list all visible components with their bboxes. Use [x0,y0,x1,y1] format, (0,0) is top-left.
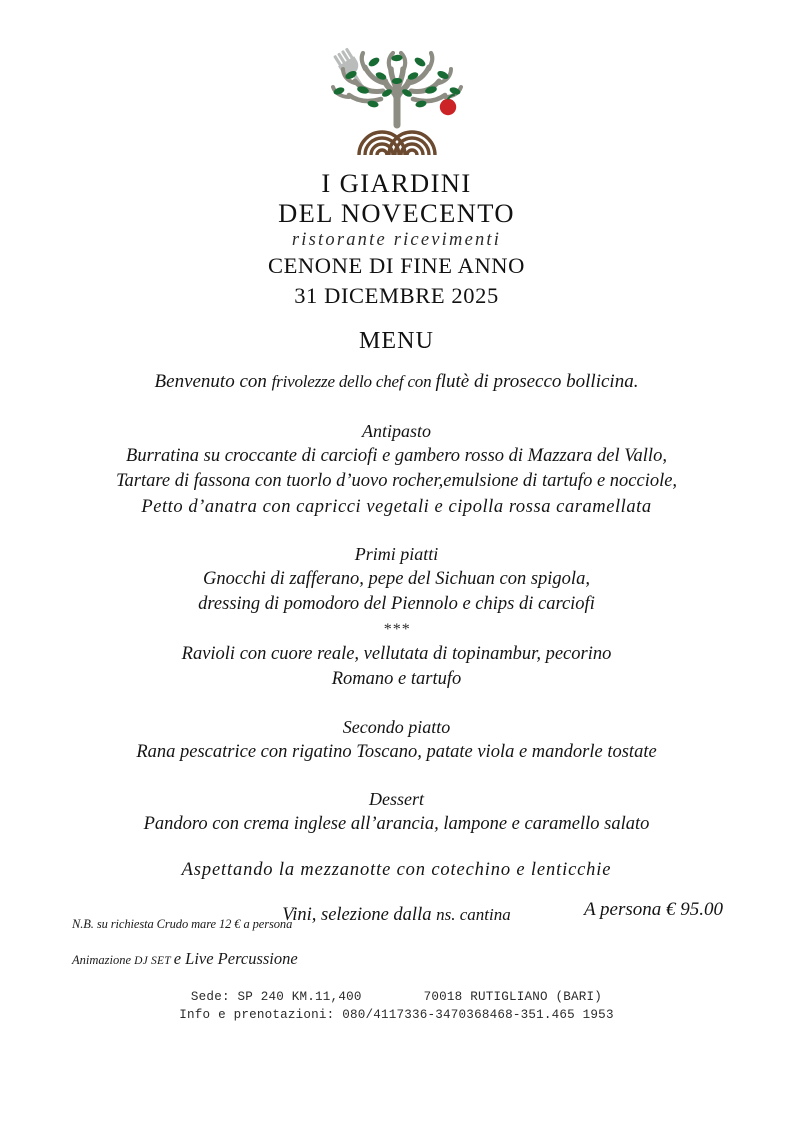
course-heading: Antipasto [361,420,431,441]
menu-notes [72,917,298,969]
restaurant-name [0,169,793,228]
course-primi-piatti [0,542,793,693]
course-item: Tartare di fassona con tuorlo d’uovo rocher,emulsione di tartufo e nocciole, [115,471,678,492]
course-item: Rana pescatrice con rigatino Toscano, patate viola e mandorle tostate [136,741,657,762]
course-heading: Primi piatti [354,544,439,565]
event-date: 31 DICEMBRE 2025 [294,282,499,308]
course-antipasto [0,419,793,520]
restaurant-logo-block [0,45,793,251]
course-item: Ravioli con cuore reale, vellutata di topinambur, pecorino [181,643,612,664]
course-heading: Secondo piatto [342,716,451,737]
course-item: Gnocchi di zafferano, pepe del Sichuan con spigola, [203,568,590,589]
course-item: Pandoro con crema inglese all’arancia, lampone e caramello salato [143,814,650,835]
course-item: Petto d’anatra con capricci vegetali e cipolla rossa caramellata [141,496,652,517]
welcome-part-2: frivolezze dello chef con [271,372,436,391]
note-entertainment-part-1: Animazione [72,953,135,967]
menu-heading: MENU [358,328,435,354]
course-item: Burratina su croccante di carciofi e gambero rosso di Mazzara del Vallo, [126,445,667,466]
course-item: dressing di pomodoro del Piennolo e chips di carciofi [198,594,595,615]
restaurant-name-line-2: DEL NOVECENTO [278,197,515,228]
olive-tree-with-fork-and-apple-logo [317,45,477,155]
wines-part-2: ns. cantina [436,904,511,924]
event-title-line-1: CENONE DI FINE ANNO [267,253,525,278]
tree-roots-arches [359,132,435,155]
restaurant-tagline: ristorante ricevimenti [291,230,502,251]
note-entertainment [72,949,298,969]
note-crudo-mare: N.B. su richiesta Crudo mare 12 € a persona [72,917,293,931]
course-item: Romano e tartufo [331,669,462,690]
menu-content [0,370,793,936]
welcome-part-1: Benvenuto con [154,371,272,392]
welcome-part-3: flutè di prosecco bollicina. [435,371,639,392]
note-entertainment-part-3: e Live Percussione [173,949,298,968]
note-entertainment-part-2: DJ SET [134,955,174,967]
contact-footer [0,989,793,1025]
course-dessert [0,787,793,837]
course-secondo-piatto [0,715,793,765]
course-heading: Dessert [369,789,424,810]
welcome-line [0,370,793,395]
event-title [0,251,793,310]
price-per-person: A persona € 95.00 [584,899,723,920]
restaurant-name-line-1: I GIARDINI [321,168,472,198]
footer-address: Sede: SP 240 KM.11,400 70018 RUTIGLIANO (BARI) [190,990,603,1004]
wines-part-1: Vini, selezione dalla [282,904,437,925]
footer-contacts: Info e prenotazioni: 080/4117336-3470368468-351.465 1953 [179,1007,614,1022]
midnight-line: Aspettando la mezzanotte con cotechino e lenticchie [181,859,612,880]
course-separator: *** [383,620,410,638]
